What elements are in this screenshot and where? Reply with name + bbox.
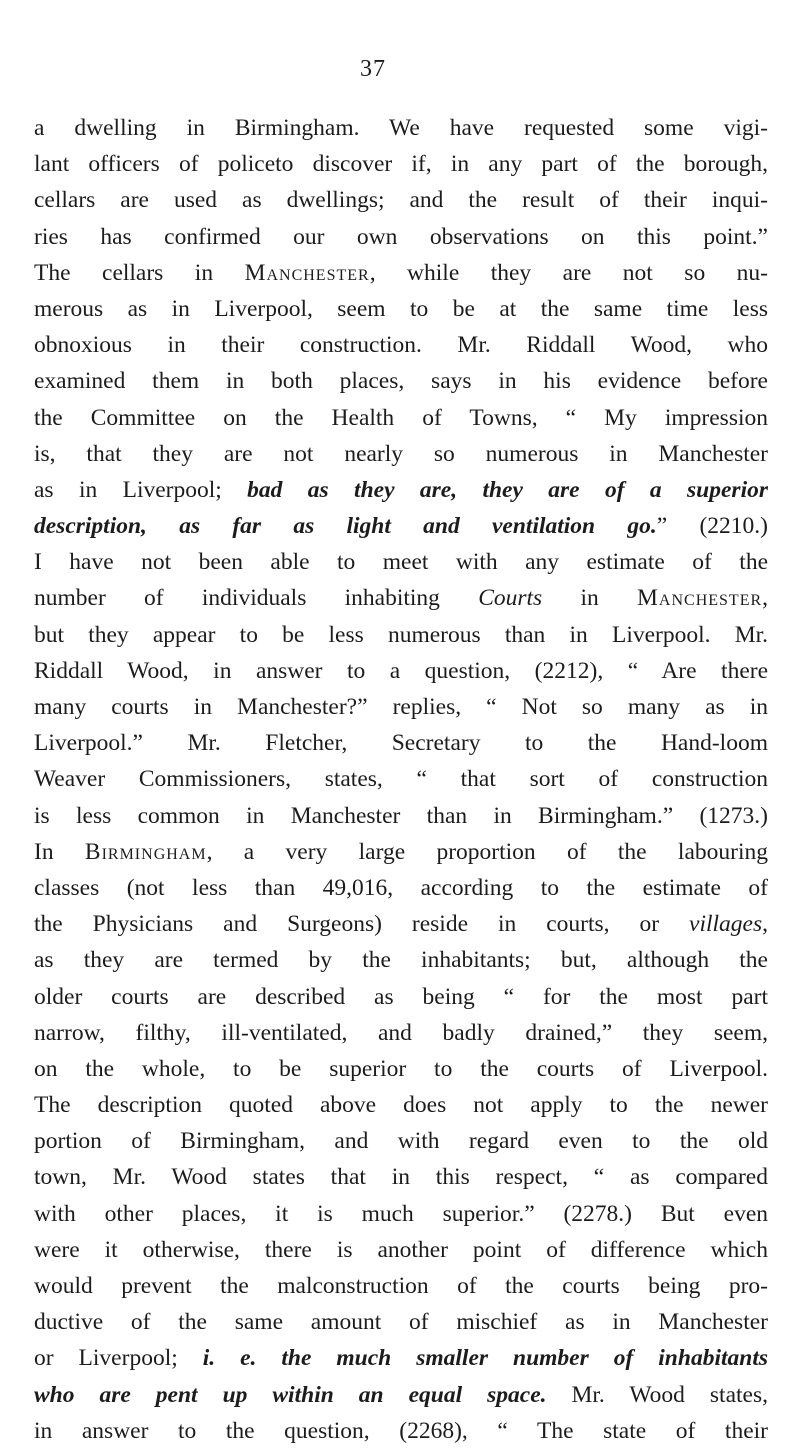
text-segment: the Physicians and Surgeons) reside in courts, or (34, 911, 690, 938)
text-segment: ries has confirmed our own observations on this point.” (34, 223, 768, 250)
text-segment: many courts in Manchester?” replies, “ Not so many as in (34, 694, 768, 720)
text-segment: Riddall Wood, in answer to a question, (2212), “ Are there (34, 657, 768, 684)
text-line (34, 834, 768, 870)
text-segment: is, that they are not nearly so numerous in Manchester (34, 440, 768, 467)
text-line (34, 580, 768, 616)
text-segment: as in Liverpool; (34, 476, 248, 503)
text-line (34, 798, 768, 834)
text-line (34, 1196, 768, 1232)
text-line (34, 761, 768, 797)
text-segment: In (34, 838, 85, 865)
text-line (34, 182, 768, 218)
text-segment: merous as in Liverpool, seem to be at the same time less (34, 295, 768, 322)
text-line (34, 1123, 768, 1159)
text-line (34, 1015, 768, 1051)
text-line (34, 653, 768, 689)
text-segment: Mr. Wood states, (546, 1381, 768, 1408)
text-line (34, 363, 768, 399)
text-segment: portion of Birmingham, and with regard even to the old (34, 1128, 768, 1155)
text-line (34, 906, 768, 942)
text-segment: Manchester (637, 585, 763, 612)
text-line (34, 291, 768, 327)
text-segment: , a very large proportion of the labouring (206, 838, 768, 865)
text-line (34, 1413, 768, 1449)
text-line (34, 979, 768, 1015)
text-segment: obnoxious in their construction. Mr. Riddall Wood, who (34, 332, 768, 359)
page-number: 37 (360, 56, 386, 82)
text-segment: description, as far as light and ventilation go. (34, 513, 657, 540)
text-segment: in answer to the question, (2268), “ The state of their (34, 1417, 768, 1444)
text-line (34, 544, 768, 580)
text-line (34, 255, 768, 291)
text-line (34, 1051, 768, 1087)
text-line (34, 725, 768, 761)
text-segment: classes (not less than 49,016, according to the estimate of (34, 874, 768, 901)
text-segment: or Liverpool; (34, 1345, 203, 1372)
text-segment: ” (2210.) (656, 513, 768, 540)
text-segment: with other places, it is much superior.” (2278.) But even (34, 1200, 768, 1227)
text-segment: Liverpool.” Mr. Fletcher, Secretary to the Hand-loom (34, 730, 768, 757)
text-line (34, 110, 768, 146)
text-segment: would prevent the malconstruction of the courts being pro- (34, 1273, 768, 1299)
text-segment: Weaver Commissioners, states, “ that sort of construction (34, 766, 768, 793)
text-segment: examined them in both places, says in his evidence before (34, 368, 768, 395)
text-line (34, 436, 768, 472)
text-segment: who are pent up within an equal space. (34, 1381, 547, 1408)
text-segment: Birmingham (84, 838, 207, 865)
text-segment: but they appear to be less numerous than in Liverpool. Mr. (34, 621, 768, 648)
text-segment: , while they are not so nu- (369, 259, 768, 286)
text-segment: lant officers of policeto discover if, in any part of the borough, (34, 151, 768, 178)
text-line (34, 400, 768, 436)
text-line (34, 942, 768, 978)
text-line (34, 327, 768, 363)
text-line (34, 1232, 768, 1268)
text-segment: the Committee on the Health of Towns, “ My impression (34, 404, 768, 431)
text-segment: bad as they are, they are of a superior (247, 476, 768, 503)
text-segment: I have not been able to meet with any estimate of the (34, 549, 768, 576)
text-segment: Courts (478, 585, 543, 612)
text-segment: on the whole, to be superior to the courts of Liverpool. (34, 1055, 768, 1082)
text-line (34, 870, 768, 906)
text-segment: narrow, filthy, ill-ventilated, and badly drained,” they seem, (34, 1019, 768, 1046)
text-segment: town, Mr. Wood states that in this respect, “ as compared (34, 1164, 768, 1191)
text-segment: , (762, 585, 768, 612)
text-segment: older courts are described as being “ for the most part (34, 983, 768, 1010)
text-segment: The cellars in (34, 259, 245, 286)
text-line (34, 617, 768, 653)
text-segment: were it otherwise, there is another point of difference which (34, 1236, 768, 1263)
text-line (34, 689, 768, 725)
text-segment: The description quoted above does not apply to the newer (34, 1092, 768, 1119)
text-line (34, 1304, 768, 1340)
text-segment: ductive of the same amount of mischief as in Manchester (34, 1309, 768, 1336)
text-line (34, 472, 768, 508)
text-line (34, 1087, 768, 1123)
text-line (34, 1268, 768, 1304)
text-line (34, 1340, 768, 1376)
text-segment: number of individuals inhabiting (34, 585, 479, 612)
text-line (34, 1377, 768, 1413)
text-line (34, 1159, 768, 1195)
text-line (34, 146, 768, 182)
text-segment: i. e. the much smaller number of inhabitants (202, 1345, 768, 1372)
text-segment: in (542, 585, 638, 612)
text-segment: as they are termed by the inhabitants; but, although the (34, 947, 768, 974)
text-line (34, 219, 768, 255)
text-segment: , (762, 911, 768, 938)
text-segment: is less common in Manchester than in Birmingham.” (1273.) (34, 802, 768, 829)
body-text (34, 110, 768, 1449)
text-line (34, 508, 768, 544)
text-segment: cellars are used as dwellings; and the result of their inqui- (34, 187, 768, 214)
text-segment: a dwelling in Birmingham. We have requested some vigi- (34, 115, 768, 141)
text-segment: Manchester (244, 259, 370, 286)
text-segment: villages (689, 911, 763, 938)
